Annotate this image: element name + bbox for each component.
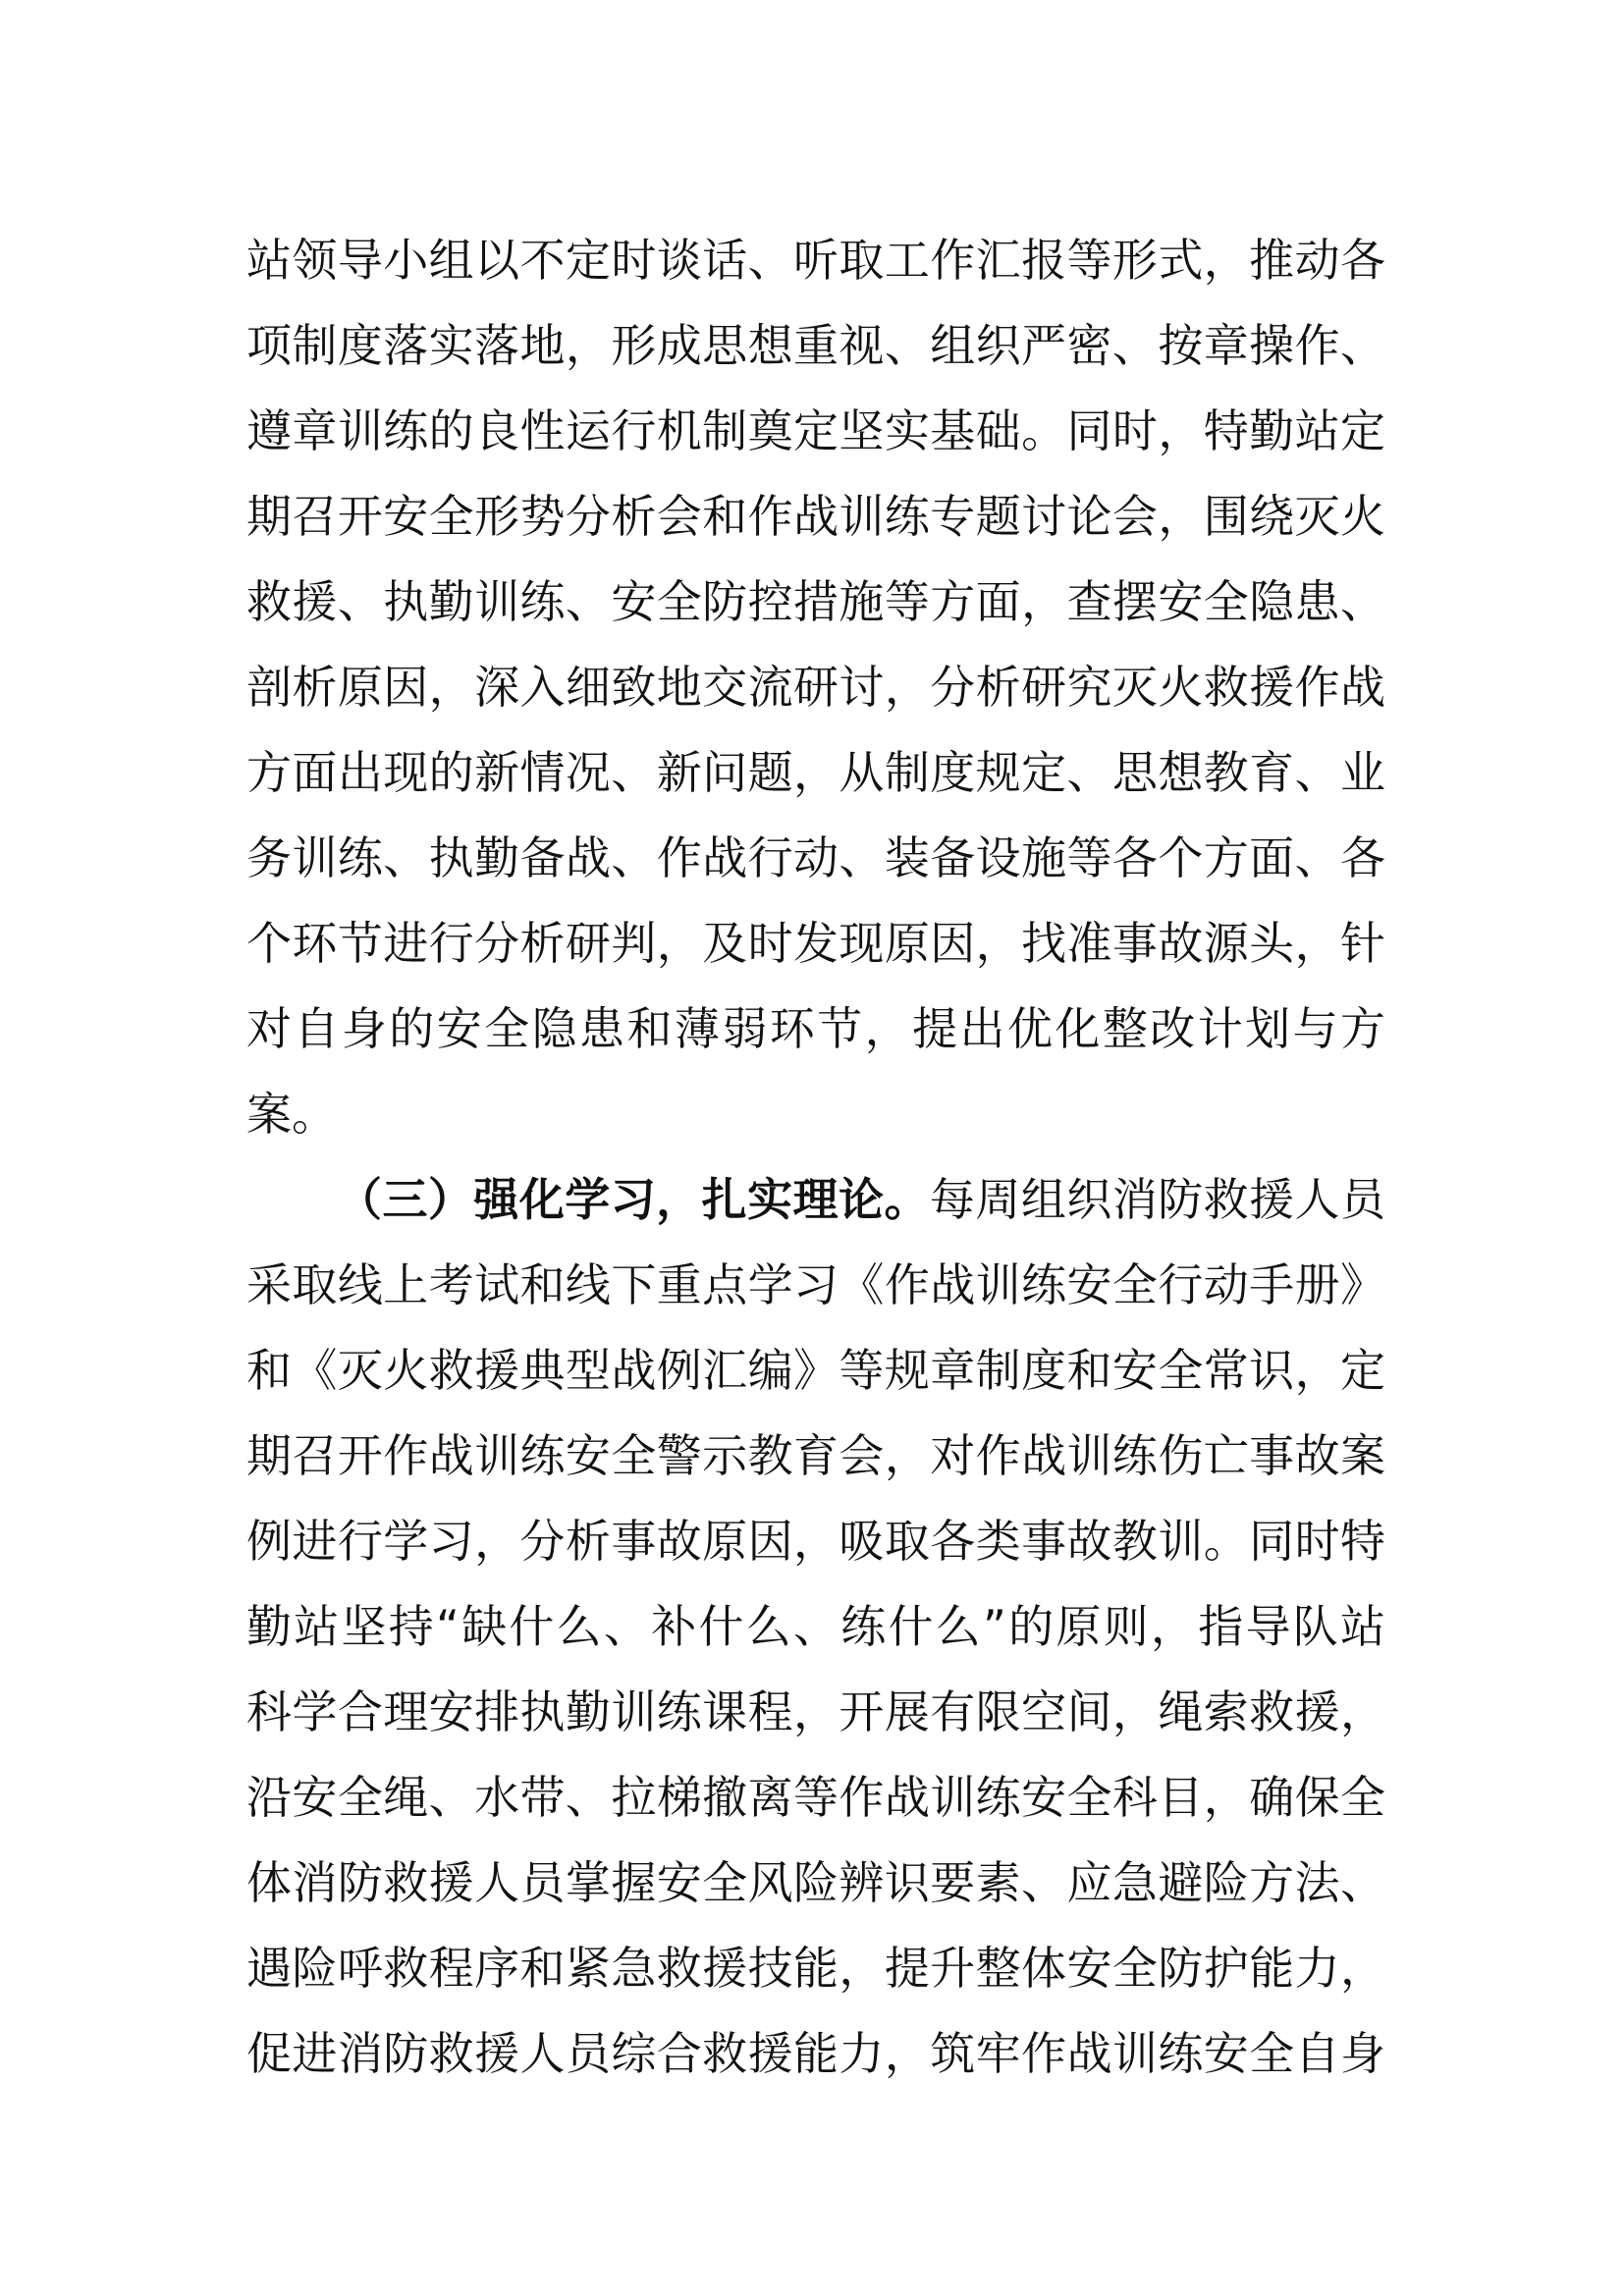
text-line: 体消防救援人员掌握安全风险辨识要素、应急避险方法、 [246, 1856, 1385, 1909]
text-line: 案。 [246, 1088, 337, 1141]
text-line: 勤站坚持“缺什么、补什么、练什么”的原则，指导队站 [246, 1600, 1385, 1653]
text-line: 方面出现的新情况、新问题，从制度规定、思想教育、业 [246, 746, 1385, 799]
section-heading: （三）强化学习，扎实理论。 [337, 1173, 930, 1226]
text-line: 站领导小组以不定时谈话、听取工作汇报等形式，推动各 [246, 234, 1385, 287]
text-line: 对自身的安全隐患和薄弱环节，提出优化整改计划与方 [246, 1002, 1385, 1055]
text-line: 期召开安全形势分析会和作战训练专题讨论会，围绕灭火 [246, 490, 1385, 543]
first-line-text: 每周组织消防救援人员 [929, 1173, 1386, 1226]
text-line: 遵章训练的良性运行机制奠定坚实基础。同时，特勤站定 [246, 404, 1385, 457]
paragraph-1 [246, 218, 1385, 1157]
text-line: 沿安全绳、水带、拉梯撤离等作战训练安全科目，确保全 [246, 1771, 1385, 1824]
text-line: 期召开作战训练安全警示教育会，对作战训练伤亡事故案 [246, 1429, 1385, 1482]
paragraph-first-line [246, 1157, 1385, 1243]
text-line: 促进消防救援人员综合救援能力，筑牢作战训练安全自身 [246, 2027, 1385, 2080]
text-line: 遇险呼救程序和紧急救援技能，提升整体安全防护能力， [246, 1942, 1385, 1995]
text-line: 项制度落实落地，形成思想重视、组织严密、按章操作、 [246, 319, 1385, 372]
text-line: 和《灭火救援典型战例汇编》等规章制度和安全常识，定 [246, 1344, 1385, 1397]
text-line: 例进行学习，分析事故原因，吸取各类事故教训。同时特 [246, 1515, 1385, 1568]
text-line: 剖析原因，深入细致地交流研讨，分析研究灭火救援作战 [246, 661, 1385, 714]
paragraph-2 [246, 1157, 1385, 2097]
text-line: 采取线上考试和线下重点学习《作战训练安全行动手册》 [246, 1258, 1385, 1311]
text-line: 科学合理安排执勤训练课程，开展有限空间，绳索救援， [246, 1685, 1385, 1738]
text-line: 救援、执勤训练、安全防控措施等方面，查摆安全隐患、 [246, 575, 1385, 628]
text-line: 个环节进行分析研判，及时发现原因，找准事故源头，针 [246, 917, 1385, 970]
text-line: 务训练、执勤备战、作战行动、装备设施等各个方面、各 [246, 831, 1385, 884]
